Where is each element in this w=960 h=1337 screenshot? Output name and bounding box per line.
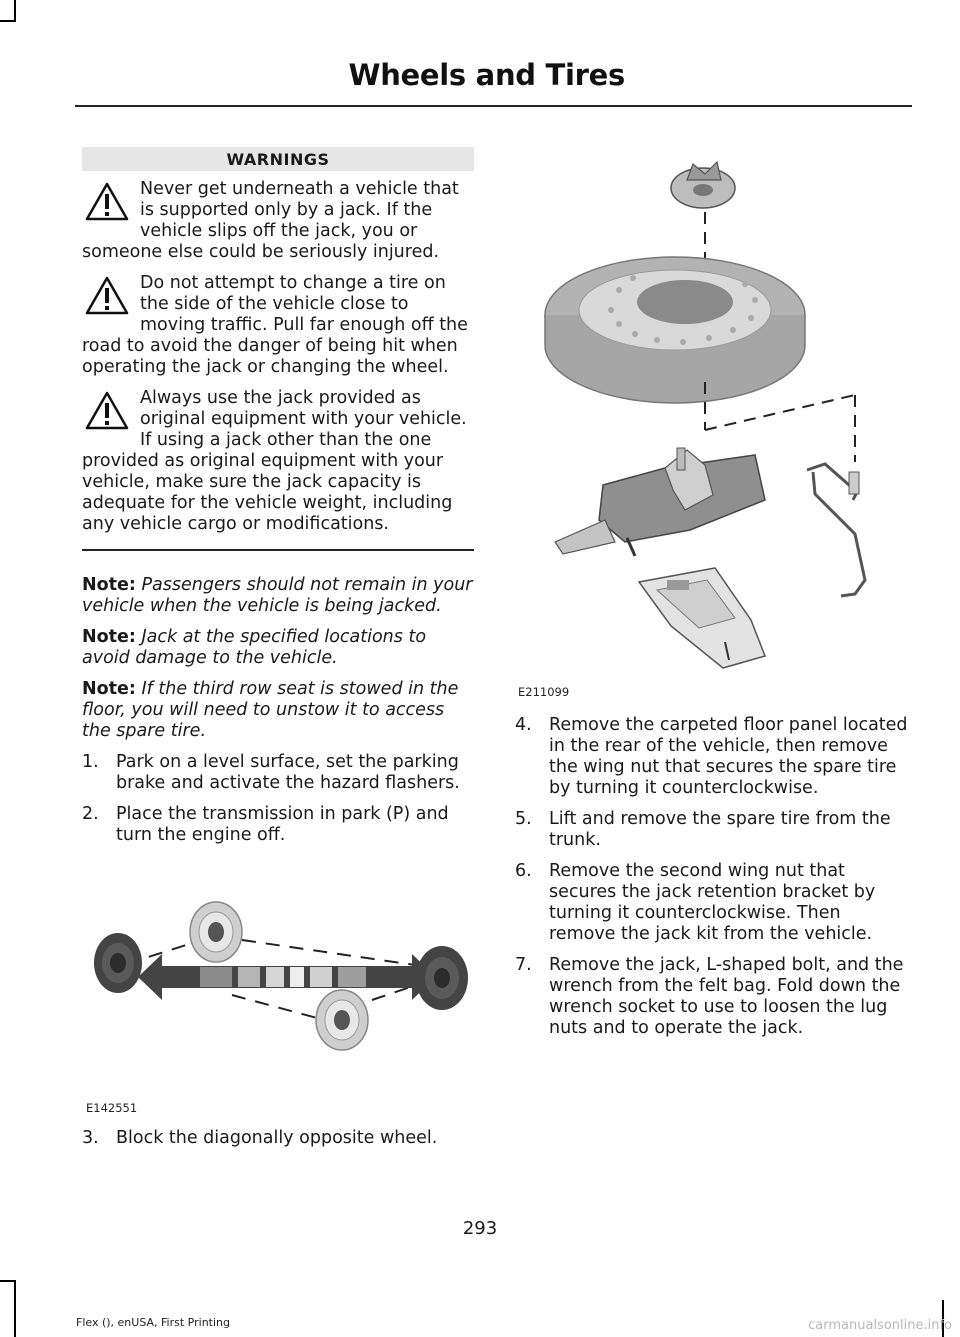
step-number: 5.	[515, 809, 532, 829]
step-item	[515, 955, 910, 1039]
warning-triangle-icon	[84, 275, 130, 317]
page-number: 293	[462, 1218, 498, 1239]
right-column	[515, 150, 910, 1049]
step-text: Block the diagonally opposite wheel.	[116, 1128, 438, 1148]
step-item	[82, 1128, 508, 1149]
step-text: Remove the jack, L-shaped bolt, and the wrench from the felt bag. Fold down the wrench socket to use to loosen the lug nuts and to operate the jack.	[549, 955, 904, 1038]
step-text: Park on a level surface, set the parking brake and activate the hazard flashers.	[116, 751, 460, 793]
warning-text: Do not attempt to change a tire on the side of the vehicle close to moving traffic. Pull far enough off the road to avoid the danger of being hit when operating the jack or changing the wheel.	[82, 273, 468, 377]
step-item	[515, 715, 910, 799]
step-text: Remove the second wing nut that secures the jack retention bracket by turning it counterclockwise. Then remove the jack kit from the vehicle.	[549, 861, 876, 944]
step-number: 3.	[82, 1128, 99, 1148]
diagonal-wheel-block-icon	[82, 880, 474, 1100]
figure-spare-tire	[515, 150, 910, 705]
note-label: Note:	[82, 626, 136, 647]
warnings-heading: WARNINGS	[82, 147, 474, 171]
note-text: If the third row seat is stowed in the floor, you will need to unstow it to access the spare tire.	[82, 678, 459, 741]
note-text: Passengers should not remain in your vehicle when the vehicle is being jacked.	[82, 574, 473, 616]
step-text: Place the transmission in park (P) and turn the engine off.	[116, 803, 449, 845]
header-rule	[75, 105, 912, 107]
step-text: Remove the carpeted floor panel located in the rear of the vehicle, then remove the wing nut that secures the spare tire by turning it counterclockwise.	[549, 715, 908, 798]
warnings-end-rule	[82, 549, 474, 551]
warning-item	[82, 388, 474, 535]
step-number: 2.	[82, 803, 99, 824]
warning-triangle-icon	[84, 181, 130, 223]
step-number: 7.	[515, 955, 532, 975]
warning-item	[82, 273, 474, 378]
warning-text: Always use the jack provided as original equipment with your vehicle. If using a jack other than the one provided as original equipment with your vehicle, make sure the jack capacity is adequate for the vehicle weight, including any vehicle cargo or modifications.	[82, 388, 467, 534]
watermark: carmanualsonline.info	[808, 1318, 952, 1333]
step-item	[82, 752, 474, 794]
figure-code: E142551	[86, 1101, 138, 1115]
spare-tire-exploded-icon	[515, 150, 910, 690]
warning-triangle-icon	[84, 390, 130, 432]
edition-footer: Flex (), enUSA, First Printing	[76, 1316, 230, 1329]
step-number: 6.	[515, 861, 532, 881]
left-column	[82, 147, 474, 856]
warning-item	[82, 179, 474, 263]
note	[82, 627, 474, 669]
step-item	[82, 804, 474, 846]
figure-code: E211099	[518, 685, 570, 699]
step-number: 1.	[82, 751, 99, 772]
note	[82, 575, 474, 617]
step-text: Lift and remove the spare tire from the trunk.	[549, 809, 891, 850]
crop-mark	[0, 20, 16, 22]
crop-mark	[0, 1280, 16, 1282]
note-label: Note:	[82, 574, 136, 595]
note-label: Note:	[82, 678, 136, 699]
crop-mark	[14, 1280, 16, 1337]
crop-mark	[14, 0, 16, 20]
step-item	[515, 861, 910, 945]
note	[82, 679, 474, 742]
page-title: Wheels and Tires	[348, 58, 625, 92]
step-item	[515, 809, 910, 851]
step-number: 4.	[515, 715, 532, 735]
warning-text: Never get underneath a vehicle that is supported only by a jack. If the vehicle slips off the jack, you or someone else could be seriously injured.	[82, 179, 459, 262]
figure-wheel-block	[82, 880, 474, 1120]
note-text: Jack at the specified locations to avoid damage to the vehicle.	[82, 626, 427, 668]
